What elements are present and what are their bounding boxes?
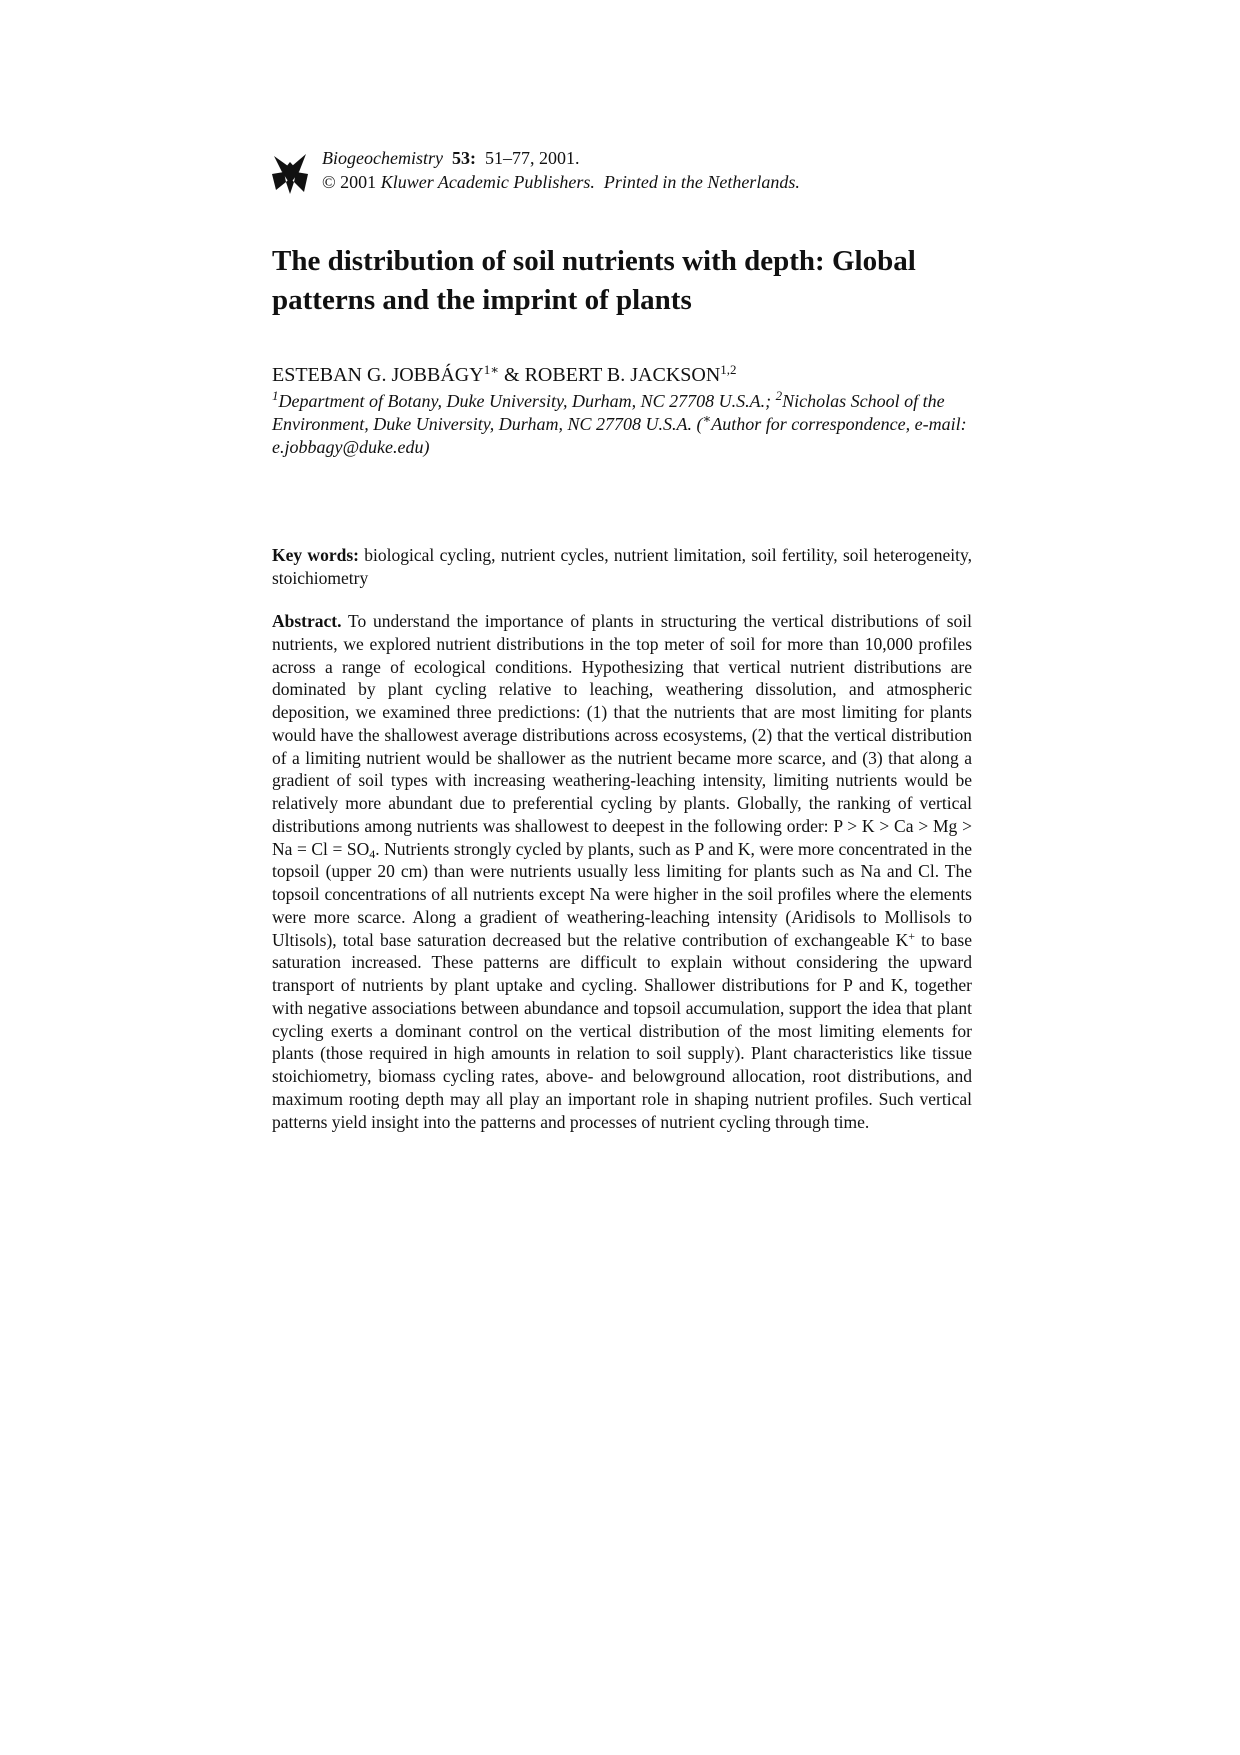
- affiliation-text: Nicholas School of the Environment, Duke University, Durham, NC 27708 U.S.A. (: [272, 391, 945, 434]
- keywords-section: [272, 544, 972, 590]
- affiliation-mark: 1: [272, 388, 279, 403]
- author-affiliation-mark: 1,2: [720, 362, 737, 377]
- author-name: ESTEBAN G. JOBBÁGY: [272, 364, 484, 386]
- affiliation-text: Department of Botany, Duke University, Durham, NC 27708 U.S.A.;: [278, 391, 772, 411]
- keywords-label: Key words:: [272, 545, 359, 565]
- correspondence-mark: ∗: [702, 411, 712, 426]
- affiliations: [272, 390, 972, 459]
- citation-line: [322, 146, 800, 170]
- publisher-logo-icon: [272, 152, 308, 194]
- author-affiliation-mark: 1∗: [483, 362, 500, 377]
- author-name: ROBERT B. JACKSON: [524, 364, 721, 386]
- chemical-superscript: +: [908, 928, 916, 943]
- abstract-section: [272, 610, 972, 1133]
- publisher-name: Kluwer Academic Publishers.: [380, 172, 595, 192]
- journal-pages: 51–77, 2001.: [484, 148, 580, 168]
- citation-lines: [322, 146, 800, 194]
- copyright-year: © 2001: [322, 172, 377, 192]
- chemical-subscript: 4: [369, 846, 376, 861]
- journal-name: Biogeochemistry: [322, 148, 443, 168]
- author-list: [272, 362, 992, 388]
- abstract-label: Abstract.: [272, 611, 342, 631]
- abstract-text: to base saturation increased. These patterns are difficult to explain without considering the upward transport of nutrients by plant uptake and cycling. Shallower distributions for P and K, together with negative associations between abundance and topsoil accumulation, support the idea that plant cycling exerts a dominant control on the vertical distribution of the most limiting elements for plants (those required in high amounts in relation to soil supply). Plant characteristics like tissue stoichiometry, biomass cycling rates, above- and belowground allocation, root distributions, and maximum rooting depth may all play an important role in shaping nutrient profiles. Such vertical patterns yield insight into the patterns and processes of nutrient cycling through time.: [272, 929, 972, 1132]
- printed-location: Printed in the Netherlands.: [603, 172, 800, 192]
- author-separator: &: [504, 364, 520, 386]
- correspondence-text: Author for correspondence, e-mail: e.jobbagy@duke.edu): [272, 414, 967, 457]
- abstract-text: . Nutrients strongly cycled by plants, such as P and K, were more concentrated in the topsoil (upper 20 cm) than were nutrients usually less limiting for plants such as Na and Cl. The topsoil concentrations of all nutrients except Na were higher in the soil profiles where the elements were more scarce. Along a gradient of weathering-leaching intensity (Aridisols to Mollisols to Ultisols), total base saturation decreased but the relative contribution of exchangeable K: [272, 838, 972, 950]
- journal-volume: 53:: [451, 148, 476, 168]
- copyright-line: [322, 170, 800, 194]
- affiliation-mark: 2: [775, 388, 783, 403]
- abstract-text: To understand the importance of plants in structuring the vertical distributions of soil nutrients, we explored nutrient distributions in the top meter of soil for more than 10,000 profiles across a range of ecological conditions. Hypothesizing that vertical nutrient distributions are dominated by plant cycling relative to leaching, weathering dissolution, and atmospheric deposition, we examined three predictions: (1) that the nutrients that are most limiting for plants would have the shallowest average distributions across ecosystems, (2) that the vertical distribution of a limiting nutrient would be shallower as the nutrient became more scarce, and (3) that along a gradient of soil types with increasing weathering-leaching intensity, limiting nutrients would be relatively more abundant due to preferential cycling by plants. Globally, the ranking of vertical distributions among nutrients was shallowest to deepest in the following order: P > K > Ca > Mg > Na = Cl = SO: [272, 611, 973, 859]
- paper-title: The distribution of soil nutrients with depth: Global patterns and the imprint of plants: [272, 245, 916, 316]
- keywords-text: biological cycling, nutrient cycles, nutrient limitation, soil fertility, soil heterogeneity, stoichiometry: [272, 545, 973, 588]
